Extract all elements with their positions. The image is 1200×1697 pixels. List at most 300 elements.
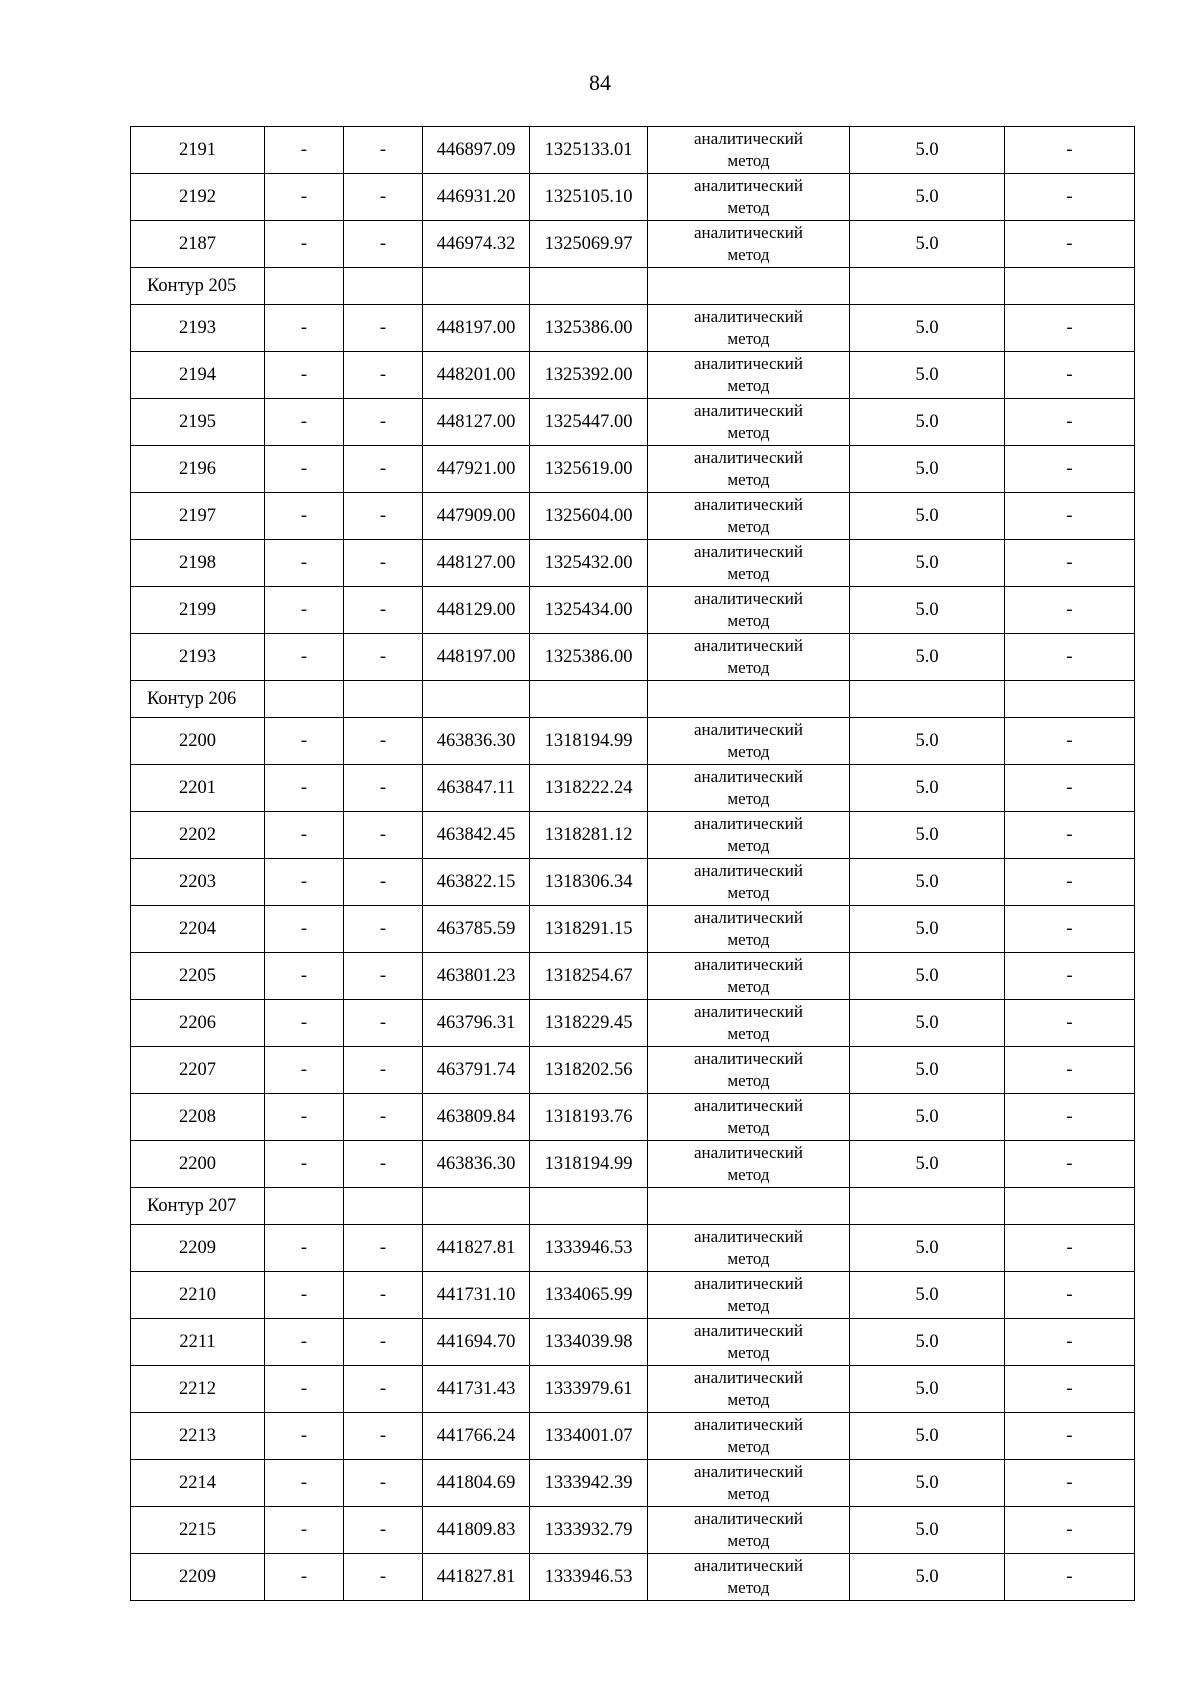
accuracy-cell: 5.0 [850, 174, 1005, 221]
point-number-cell: 2196 [131, 446, 265, 493]
empty-cell [850, 268, 1005, 305]
accuracy-cell: 5.0 [850, 1141, 1005, 1188]
dash-cell: - [1005, 1094, 1135, 1141]
dash-cell: - [344, 1554, 423, 1601]
empty-cell [648, 681, 850, 718]
method-cell [648, 399, 850, 446]
method-cell [648, 1507, 850, 1554]
dash-cell: - [344, 1141, 423, 1188]
method-line-2: метод [727, 658, 770, 677]
dash-cell: - [344, 305, 423, 352]
x-coordinate-cell: 441804.69 [423, 1460, 530, 1507]
method-line-2: метод [727, 376, 770, 395]
method-cell [648, 1413, 850, 1460]
empty-cell [344, 268, 423, 305]
dash-cell: - [344, 174, 423, 221]
accuracy-cell: 5.0 [850, 1225, 1005, 1272]
method-cell [648, 1141, 850, 1188]
x-coordinate-cell: 447909.00 [423, 493, 530, 540]
method-cell [648, 1319, 850, 1366]
method-line-2: метод [727, 1296, 770, 1315]
point-number-cell: 2209 [131, 1225, 265, 1272]
method-line-1: аналитический [694, 1462, 803, 1481]
dash-cell: - [265, 1507, 344, 1554]
point-number-cell: 2203 [131, 859, 265, 906]
method-cell [648, 1225, 850, 1272]
point-number-cell: 2193 [131, 634, 265, 681]
method-line-1: аналитический [694, 1368, 803, 1387]
empty-cell [423, 268, 530, 305]
x-coordinate-cell: 441731.43 [423, 1366, 530, 1413]
empty-cell [265, 681, 344, 718]
method-cell [648, 765, 850, 812]
contour-label: Контур 206 [131, 681, 265, 718]
dash-cell: - [265, 812, 344, 859]
empty-cell [1005, 268, 1135, 305]
method-line-1: аналитический [694, 861, 803, 880]
method-line-1: аналитический [694, 1415, 803, 1434]
point-number-cell: 2192 [131, 174, 265, 221]
y-coordinate-cell: 1325604.00 [530, 493, 648, 540]
method-line-2: метод [727, 470, 770, 489]
dash-cell: - [344, 493, 423, 540]
table-row [131, 127, 1135, 174]
point-number-cell: 2193 [131, 305, 265, 352]
method-line-2: метод [727, 1118, 770, 1137]
empty-cell [850, 1188, 1005, 1225]
dash-cell: - [344, 540, 423, 587]
method-cell [648, 127, 850, 174]
point-number-cell: 2191 [131, 127, 265, 174]
dash-cell: - [1005, 1460, 1135, 1507]
dash-cell: - [265, 446, 344, 493]
method-line-1: аналитический [694, 542, 803, 561]
x-coordinate-cell: 463822.15 [423, 859, 530, 906]
x-coordinate-cell: 463785.59 [423, 906, 530, 953]
dash-cell: - [344, 587, 423, 634]
table-row [131, 906, 1135, 953]
table-row [131, 1319, 1135, 1366]
dash-cell: - [265, 1225, 344, 1272]
point-number-cell: 2209 [131, 1554, 265, 1601]
dash-cell: - [1005, 446, 1135, 493]
contour-label: Контур 205 [131, 268, 265, 305]
page-number: 84 [589, 70, 611, 95]
dash-cell: - [265, 1554, 344, 1601]
method-line-2: метод [727, 611, 770, 630]
accuracy-cell: 5.0 [850, 1000, 1005, 1047]
point-number-cell: 2187 [131, 221, 265, 268]
point-number-cell: 2215 [131, 1507, 265, 1554]
y-coordinate-cell: 1334065.99 [530, 1272, 648, 1319]
method-line-1: аналитический [694, 589, 803, 608]
accuracy-cell: 5.0 [850, 1094, 1005, 1141]
method-line-2: метод [727, 977, 770, 996]
method-line-1: аналитический [694, 1227, 803, 1246]
table-row [131, 174, 1135, 221]
method-cell [648, 174, 850, 221]
dash-cell: - [265, 1366, 344, 1413]
dash-cell: - [1005, 1554, 1135, 1601]
y-coordinate-cell: 1318281.12 [530, 812, 648, 859]
dash-cell: - [265, 906, 344, 953]
dash-cell: - [344, 221, 423, 268]
y-coordinate-cell: 1318291.15 [530, 906, 648, 953]
dash-cell: - [344, 399, 423, 446]
x-coordinate-cell: 463836.30 [423, 718, 530, 765]
method-cell [648, 812, 850, 859]
point-number-cell: 2194 [131, 352, 265, 399]
method-cell [648, 1047, 850, 1094]
method-line-1: аналитический [694, 720, 803, 739]
empty-cell [1005, 1188, 1135, 1225]
method-line-2: метод [727, 1390, 770, 1409]
y-coordinate-cell: 1318193.76 [530, 1094, 648, 1141]
method-line-2: метод [727, 1484, 770, 1503]
dash-cell: - [1005, 1141, 1135, 1188]
dash-cell: - [344, 1225, 423, 1272]
dash-cell: - [1005, 1225, 1135, 1272]
empty-cell [423, 1188, 530, 1225]
point-number-cell: 2200 [131, 718, 265, 765]
dash-cell: - [344, 446, 423, 493]
accuracy-cell: 5.0 [850, 221, 1005, 268]
dash-cell: - [1005, 1272, 1135, 1319]
accuracy-cell: 5.0 [850, 1366, 1005, 1413]
empty-cell [423, 681, 530, 718]
accuracy-cell: 5.0 [850, 493, 1005, 540]
accuracy-cell: 5.0 [850, 1507, 1005, 1554]
method-cell [648, 1094, 850, 1141]
x-coordinate-cell: 448197.00 [423, 305, 530, 352]
y-coordinate-cell: 1318254.67 [530, 953, 648, 1000]
y-coordinate-cell: 1325619.00 [530, 446, 648, 493]
empty-cell [530, 681, 648, 718]
accuracy-cell: 5.0 [850, 953, 1005, 1000]
x-coordinate-cell: 463842.45 [423, 812, 530, 859]
dash-cell: - [265, 174, 344, 221]
point-number-cell: 2200 [131, 1141, 265, 1188]
accuracy-cell: 5.0 [850, 1460, 1005, 1507]
table-row [131, 812, 1135, 859]
dash-cell: - [1005, 540, 1135, 587]
contour-label: Контур 207 [131, 1188, 265, 1225]
dash-cell: - [344, 1366, 423, 1413]
dash-cell: - [1005, 1047, 1135, 1094]
accuracy-cell: 5.0 [850, 1413, 1005, 1460]
point-number-cell: 2204 [131, 906, 265, 953]
x-coordinate-cell: 463801.23 [423, 953, 530, 1000]
table-row [131, 540, 1135, 587]
method-line-2: метод [727, 1531, 770, 1550]
dash-cell: - [1005, 1319, 1135, 1366]
method-line-2: метод [727, 245, 770, 264]
table-row [131, 1460, 1135, 1507]
table-row [131, 1413, 1135, 1460]
method-line-2: метод [727, 1437, 770, 1456]
dash-cell: - [265, 1460, 344, 1507]
dash-cell: - [265, 953, 344, 1000]
table-row [131, 1094, 1135, 1141]
method-line-2: метод [727, 930, 770, 949]
accuracy-cell: 5.0 [850, 127, 1005, 174]
point-number-cell: 2212 [131, 1366, 265, 1413]
dash-cell: - [344, 1047, 423, 1094]
table-row [131, 1047, 1135, 1094]
table-row [131, 859, 1135, 906]
method-line-1: аналитический [694, 1143, 803, 1162]
accuracy-cell: 5.0 [850, 1047, 1005, 1094]
y-coordinate-cell: 1325386.00 [530, 305, 648, 352]
y-coordinate-cell: 1325432.00 [530, 540, 648, 587]
method-cell [648, 493, 850, 540]
dash-cell: - [1005, 1366, 1135, 1413]
dash-cell: - [265, 718, 344, 765]
method-line-2: метод [727, 1071, 770, 1090]
x-coordinate-cell: 448127.00 [423, 399, 530, 446]
method-line-1: аналитический [694, 1321, 803, 1340]
dash-cell: - [1005, 634, 1135, 681]
point-number-cell: 2208 [131, 1094, 265, 1141]
y-coordinate-cell: 1325386.00 [530, 634, 648, 681]
table-row [131, 953, 1135, 1000]
y-coordinate-cell: 1318229.45 [530, 1000, 648, 1047]
y-coordinate-cell: 1325069.97 [530, 221, 648, 268]
x-coordinate-cell: 463796.31 [423, 1000, 530, 1047]
table-row [131, 399, 1135, 446]
point-number-cell: 2195 [131, 399, 265, 446]
x-coordinate-cell: 441766.24 [423, 1413, 530, 1460]
table-row [131, 352, 1135, 399]
table-row [131, 1000, 1135, 1047]
empty-cell [344, 681, 423, 718]
method-cell [648, 953, 850, 1000]
table-row [131, 718, 1135, 765]
dash-cell: - [344, 953, 423, 1000]
x-coordinate-cell: 463836.30 [423, 1141, 530, 1188]
coordinates-table [130, 126, 1135, 1601]
dash-cell: - [1005, 718, 1135, 765]
dash-cell: - [265, 540, 344, 587]
dash-cell: - [344, 812, 423, 859]
dash-cell: - [1005, 352, 1135, 399]
method-line-2: метод [727, 1024, 770, 1043]
point-number-cell: 2205 [131, 953, 265, 1000]
x-coordinate-cell: 463809.84 [423, 1094, 530, 1141]
dash-cell: - [344, 1094, 423, 1141]
contour-header-row [131, 1188, 1135, 1225]
method-line-2: метод [727, 1165, 770, 1184]
accuracy-cell: 5.0 [850, 1319, 1005, 1366]
empty-cell [1005, 681, 1135, 718]
table-row [131, 1507, 1135, 1554]
accuracy-cell: 5.0 [850, 305, 1005, 352]
method-line-1: аналитический [694, 1274, 803, 1293]
dash-cell: - [265, 1047, 344, 1094]
method-line-1: аналитический [694, 495, 803, 514]
dash-cell: - [1005, 1000, 1135, 1047]
accuracy-cell: 5.0 [850, 1272, 1005, 1319]
accuracy-cell: 5.0 [850, 765, 1005, 812]
dash-cell: - [265, 1413, 344, 1460]
empty-cell [530, 268, 648, 305]
method-line-1: аналитический [694, 307, 803, 326]
method-cell [648, 587, 850, 634]
method-line-1: аналитический [694, 1556, 803, 1575]
dash-cell: - [344, 859, 423, 906]
method-line-2: метод [727, 198, 770, 217]
method-cell [648, 1272, 850, 1319]
dash-cell: - [265, 305, 344, 352]
method-line-2: метод [727, 329, 770, 348]
point-number-cell: 2206 [131, 1000, 265, 1047]
contour-header-row [131, 268, 1135, 305]
dash-cell: - [265, 1141, 344, 1188]
y-coordinate-cell: 1334039.98 [530, 1319, 648, 1366]
method-cell [648, 859, 850, 906]
table-row [131, 1272, 1135, 1319]
dash-cell: - [344, 352, 423, 399]
dash-cell: - [265, 1319, 344, 1366]
point-number-cell: 2211 [131, 1319, 265, 1366]
empty-cell [344, 1188, 423, 1225]
method-line-2: метод [727, 1578, 770, 1597]
dash-cell: - [1005, 906, 1135, 953]
accuracy-cell: 5.0 [850, 446, 1005, 493]
method-line-1: аналитический [694, 955, 803, 974]
point-number-cell: 2201 [131, 765, 265, 812]
x-coordinate-cell: 448201.00 [423, 352, 530, 399]
x-coordinate-cell: 448197.00 [423, 634, 530, 681]
method-cell [648, 906, 850, 953]
table-row [131, 765, 1135, 812]
dash-cell: - [344, 1460, 423, 1507]
dash-cell: - [344, 1319, 423, 1366]
dash-cell: - [344, 765, 423, 812]
dash-cell: - [265, 127, 344, 174]
x-coordinate-cell: 463791.74 [423, 1047, 530, 1094]
method-cell [648, 221, 850, 268]
dash-cell: - [344, 1000, 423, 1047]
point-number-cell: 2198 [131, 540, 265, 587]
dash-cell: - [344, 127, 423, 174]
method-line-1: аналитический [694, 1049, 803, 1068]
dash-cell: - [1005, 305, 1135, 352]
accuracy-cell: 5.0 [850, 718, 1005, 765]
dash-cell: - [265, 493, 344, 540]
method-line-2: метод [727, 883, 770, 902]
point-number-cell: 2210 [131, 1272, 265, 1319]
dash-cell: - [265, 1094, 344, 1141]
point-number-cell: 2199 [131, 587, 265, 634]
empty-cell [648, 1188, 850, 1225]
contour-header-row [131, 681, 1135, 718]
dash-cell: - [265, 587, 344, 634]
x-coordinate-cell: 441694.70 [423, 1319, 530, 1366]
method-line-2: метод [727, 836, 770, 855]
method-cell [648, 446, 850, 493]
x-coordinate-cell: 446974.32 [423, 221, 530, 268]
x-coordinate-cell: 441809.83 [423, 1507, 530, 1554]
method-line-2: метод [727, 564, 770, 583]
y-coordinate-cell: 1325434.00 [530, 587, 648, 634]
method-line-2: метод [727, 1249, 770, 1268]
empty-cell [530, 1188, 648, 1225]
x-coordinate-cell: 448127.00 [423, 540, 530, 587]
accuracy-cell: 5.0 [850, 540, 1005, 587]
point-number-cell: 2214 [131, 1460, 265, 1507]
y-coordinate-cell: 1318202.56 [530, 1047, 648, 1094]
dash-cell: - [1005, 587, 1135, 634]
dash-cell: - [1005, 127, 1135, 174]
y-coordinate-cell: 1334001.07 [530, 1413, 648, 1460]
accuracy-cell: 5.0 [850, 587, 1005, 634]
y-coordinate-cell: 1333946.53 [530, 1225, 648, 1272]
method-line-1: аналитический [694, 354, 803, 373]
dash-cell: - [344, 634, 423, 681]
method-line-2: метод [727, 151, 770, 170]
method-cell [648, 1554, 850, 1601]
method-cell [648, 718, 850, 765]
dash-cell: - [1005, 953, 1135, 1000]
accuracy-cell: 5.0 [850, 812, 1005, 859]
x-coordinate-cell: 447921.00 [423, 446, 530, 493]
table-row [131, 493, 1135, 540]
table-row [131, 1141, 1135, 1188]
table-row [131, 305, 1135, 352]
method-cell [648, 540, 850, 587]
empty-cell [265, 268, 344, 305]
dash-cell: - [265, 221, 344, 268]
table-row [131, 446, 1135, 493]
method-line-2: метод [727, 517, 770, 536]
x-coordinate-cell: 463847.11 [423, 765, 530, 812]
method-line-1: аналитический [694, 767, 803, 786]
table-row [131, 1225, 1135, 1272]
dash-cell: - [265, 765, 344, 812]
method-line-1: аналитический [694, 814, 803, 833]
dash-cell: - [265, 1000, 344, 1047]
point-number-cell: 2207 [131, 1047, 265, 1094]
accuracy-cell: 5.0 [850, 1554, 1005, 1601]
method-line-1: аналитический [694, 129, 803, 148]
x-coordinate-cell: 441731.10 [423, 1272, 530, 1319]
empty-cell [648, 268, 850, 305]
dash-cell: - [1005, 1507, 1135, 1554]
accuracy-cell: 5.0 [850, 859, 1005, 906]
method-line-2: метод [727, 423, 770, 442]
empty-cell [850, 681, 1005, 718]
accuracy-cell: 5.0 [850, 352, 1005, 399]
point-number-cell: 2197 [131, 493, 265, 540]
dash-cell: - [265, 859, 344, 906]
x-coordinate-cell: 446897.09 [423, 127, 530, 174]
method-line-1: аналитический [694, 401, 803, 420]
x-coordinate-cell: 448129.00 [423, 587, 530, 634]
method-line-1: аналитический [694, 176, 803, 195]
y-coordinate-cell: 1325105.10 [530, 174, 648, 221]
y-coordinate-cell: 1333942.39 [530, 1460, 648, 1507]
table-row [131, 1554, 1135, 1601]
dash-cell: - [1005, 493, 1135, 540]
dash-cell: - [1005, 174, 1135, 221]
dash-cell: - [344, 1507, 423, 1554]
method-line-1: аналитический [694, 1096, 803, 1115]
point-number-cell: 2202 [131, 812, 265, 859]
accuracy-cell: 5.0 [850, 399, 1005, 446]
y-coordinate-cell: 1333979.61 [530, 1366, 648, 1413]
method-cell [648, 1460, 850, 1507]
